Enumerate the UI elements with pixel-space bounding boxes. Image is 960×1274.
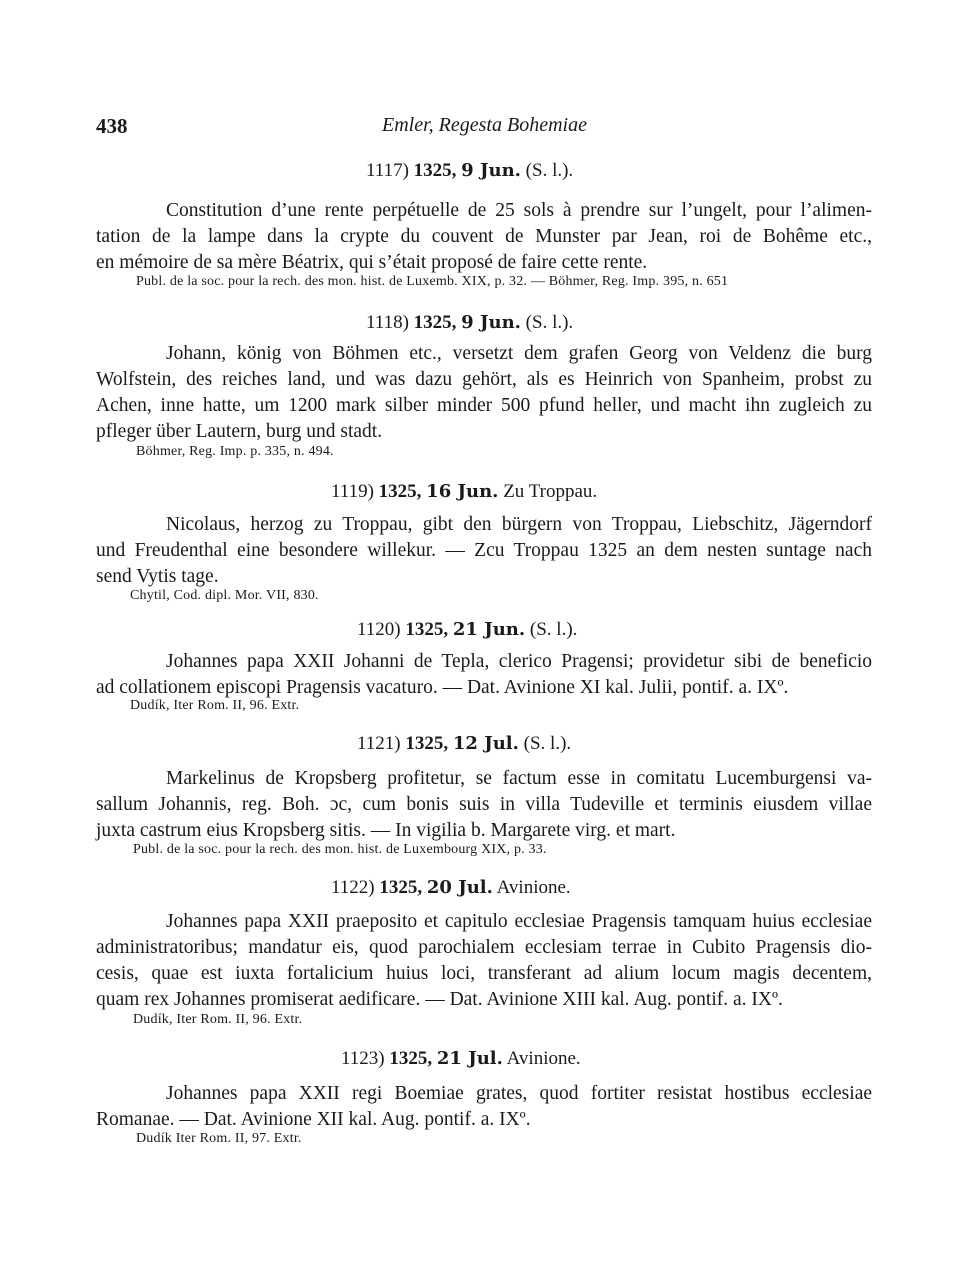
entry-text: Johann, könig von Böhmen etc., versetzt dem grafen Georg von Veldenz die burg Wolfstein, des reiches land, und was dazu gehört, als es Heinrich von Spanheim, probst zu Achen, inne hatte, um 1200 mark silber minder 500 pfund heller, und macht ihn zugleich zu pfleger über Lautern, burg und stadt. <box>96 343 872 442</box>
entry-text: Markelinus de Kropsberg profitetur, se factum esse in comitatu Lucemburgensi va- sallum Johannis, reg. Boh. ɔc, cum bonis suis in villa Tudeville et terminis eiusdem villae juxta castrum eius Kropsberg sitis. — In vigilia b. Margarete virg. et mart. <box>96 768 872 841</box>
page-number: 438 <box>96 114 128 138</box>
running-title: Emler, Regesta Bohemiae <box>382 114 587 136</box>
source-citation: Dudík, Iter Rom. II, 96. Extr. <box>133 1012 303 1027</box>
entry-heading: 1120) 1325, 21 Jun. (S. l.). <box>357 619 578 640</box>
entry-text: Johannes papa XXII Johanni de Tepla, clerico Pragensi; providetur sibi de beneficio ad collationem episcopi Pragensis vacaturo. — Dat. Avinione XI kal. Julii, pontif. a. IXº. <box>96 651 872 698</box>
entry-text: Johannes papa XXII praeposito et capitulo ecclesiae Pragensis tamquam huius ecclesiae administratoribus; mandatur eis, quod parochialem ecclesiam terrae in Cubito Pragensis dio- cesis, quae est iuxta fortalicium huius loci, transferant ad alium locum magis decentem, quam rex Johannes promiserat aedificare. — Dat. Avinione XIII kal. Aug. pontif. a. IXº. <box>96 911 872 1010</box>
source-citation: Dudík Iter Rom. II, 97. Extr. <box>136 1131 302 1146</box>
entry-heading: 1118) 1325, 9 Jun. (S. l.). <box>366 312 574 333</box>
entry-heading: 1122) 1325, 20 Jul. Avinione. <box>331 877 571 898</box>
entry-heading: 1123) 1325, 21 Jul. Avinione. <box>341 1048 581 1069</box>
entry-text: Johannes papa XXII regi Boemiae grates, quod fortiter resistat hostibus ecclesiae Romanae. — Dat. Avinione XII kal. Aug. pontif. a. IXº. <box>96 1083 872 1130</box>
entry-heading: 1119) 1325, 16 Jun. Zu Troppau. <box>331 481 598 502</box>
entry-heading: 1121) 1325, 12 Jul. (S. l.). <box>357 733 572 754</box>
source-citation: Chytil, Cod. dipl. Mor. VII, 830. <box>130 588 319 603</box>
entry-heading: 1117) 1325, 9 Jun. (S. l.). <box>366 160 574 181</box>
source-citation: Dudík, Iter Rom. II, 96. Extr. <box>130 698 300 713</box>
entry-text: Constitution d’une rente perpétuelle de 25 sols à prendre sur l’ungelt, pour l’alimen- tation de la lampe dans la crypte du couvent de Munster par Jean, roi de Bohême etc., en mémoire de sa mère Béatrix, qui s’était proposé de faire cette rente. <box>96 200 872 273</box>
entry-text: Nicolaus, herzog zu Troppau, gibt den bürgern von Troppau, Liebschitz, Jägerndorf und Freudenthal eine besondere willekur. — Zcu Troppau 1325 an dem nesten suntage nach send Vytis tage. <box>96 514 872 587</box>
source-citation: Böhmer, Reg. Imp. p. 335, n. 494. <box>136 444 334 459</box>
source-citation: Publ. de la soc. pour la rech. des mon. hist. de Luxemb. XIX, p. 32. — Böhmer, Reg. Imp. 395, n. 651 <box>136 274 729 289</box>
source-citation: Publ. de la soc. pour la rech. des mon. hist. de Luxembourg XIX, p. 33. <box>133 842 547 857</box>
